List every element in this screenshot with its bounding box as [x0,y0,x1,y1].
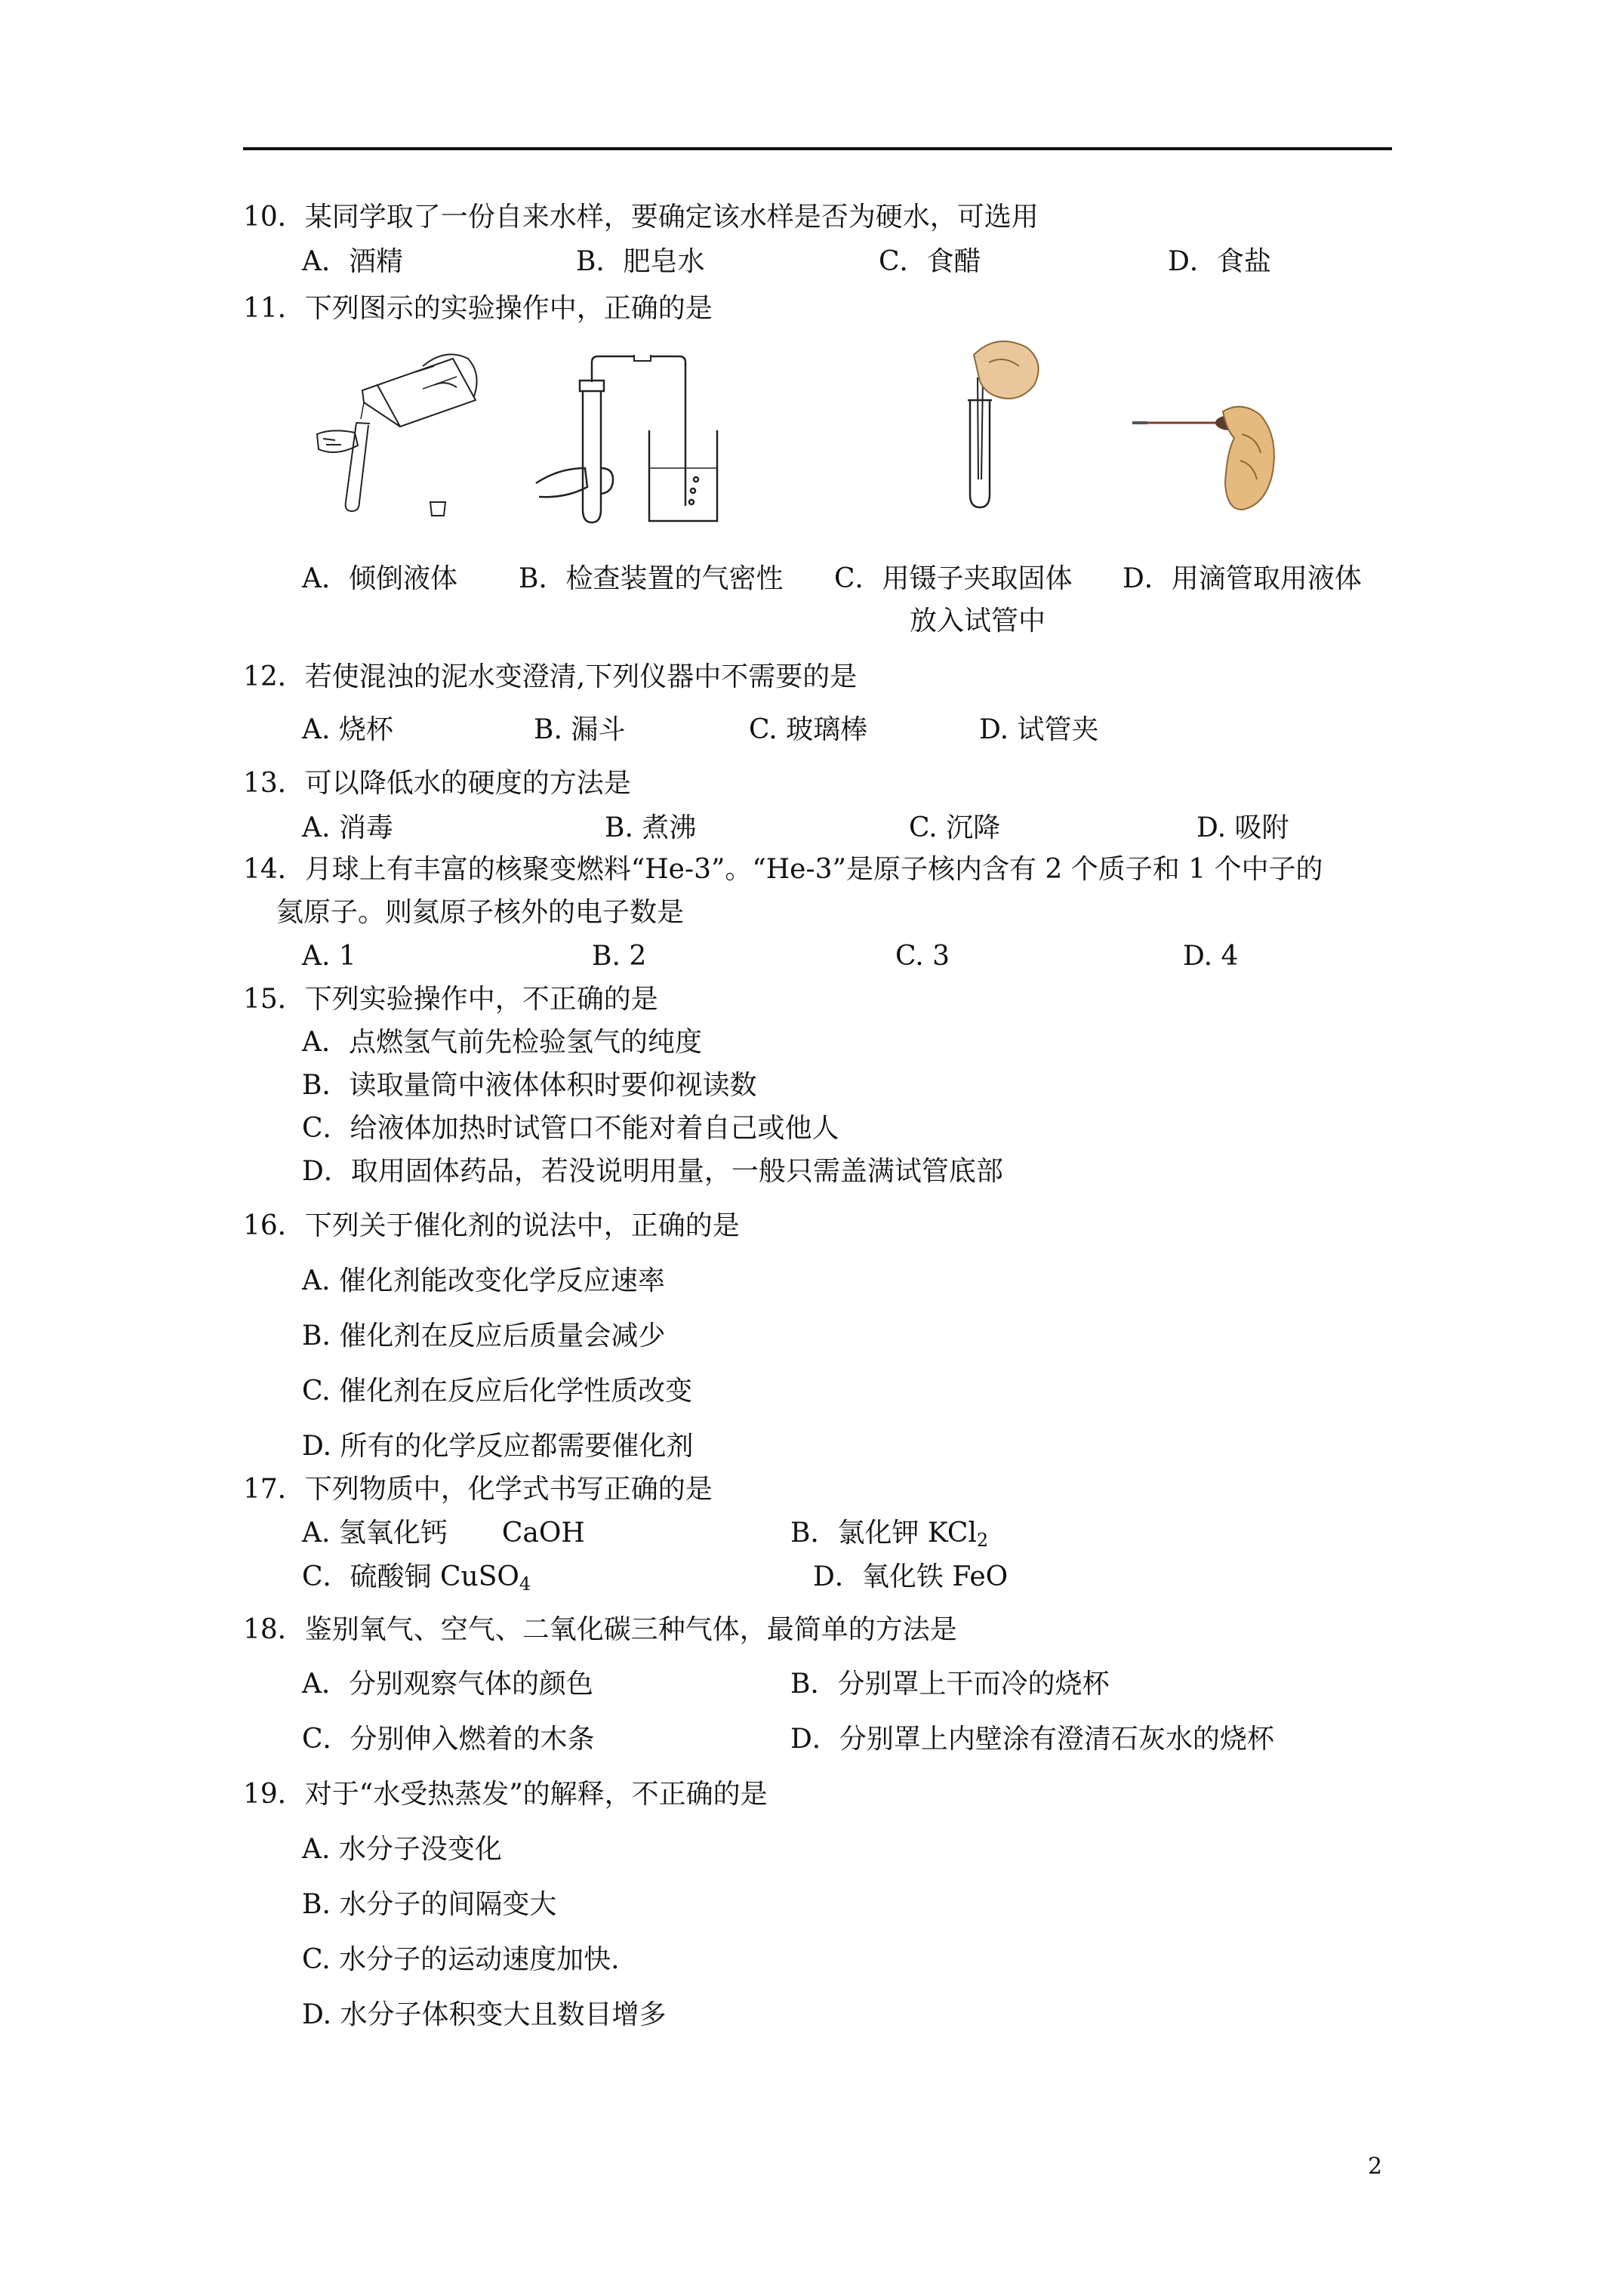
q12-option-b[interactable]: B. 漏斗 [534,714,626,745]
q11-option-c-line2: 放入试管中 [910,606,1046,636]
q11-option-b[interactable]: B．检查装置的气密性 [519,563,784,594]
q10-option-c[interactable]: C．食醋 [879,246,981,277]
q15-option-a[interactable]: A．点燃氢气前先检验氢气的纯度 [302,1027,702,1058]
q14-option-c[interactable]: C. 3 [895,941,950,972]
q13-option-c[interactable]: C. 沉降 [909,812,1001,843]
q15-option-d[interactable]: D．取用固体药品，若没说明用量，一般只需盖满试管底部 [302,1156,1003,1187]
q14-option-a[interactable]: A. 1 [302,941,356,972]
q18-option-d[interactable]: D．分别罩上内壁涂有澄清石灰水的烧杯 [790,1724,1274,1755]
figure-pour-liquid [302,344,483,525]
q14-option-d[interactable]: D. 4 [1183,941,1239,972]
page-number: 2 [1368,2153,1383,2180]
q17-option-d[interactable] [813,1561,1008,1594]
q16-option-b[interactable]: B. 催化剂在反应后质量会减少 [302,1321,666,1351]
q15-stem: 15．下列实验操作中，不正确的是 [243,984,658,1015]
q18-stem: 18．鉴别氧气、空气、二氧化碳三种气体，最简单的方法是 [243,1614,957,1645]
q15-option-c[interactable]: C．给液体加热时试管口不能对着自己或他人 [302,1113,839,1144]
q16-option-a[interactable]: A. 催化剂能改变化学反应速率 [302,1265,665,1296]
q16-stem: 16．下列关于催化剂的说法中，正确的是 [243,1210,740,1241]
q11-option-a[interactable]: A．倾倒液体 [302,563,457,594]
q10-stem: 10．某同学取了一份自来水样，要确定该水样是否为硬水，可选用 [243,202,1039,233]
q15-option-b[interactable]: B．读取量筒中液体体积时要仰视读数 [302,1070,757,1101]
q17-option-c-label: C．硫酸铜 [302,1561,432,1592]
q12-option-a[interactable]: A. 烧杯 [302,714,393,745]
q17-option-b-label: B．氯化钾 [790,1518,919,1549]
q13-option-b[interactable]: B. 煮沸 [605,812,697,843]
figure-dropper [1129,393,1295,513]
q12-option-c[interactable]: C. 玻璃棒 [749,714,868,745]
q10-option-d[interactable]: D．食盐 [1168,246,1271,277]
q17-stem: 17．下列物质中，化学式书写正确的是 [243,1474,713,1505]
q17-option-b-formula: KCl [927,1518,977,1549]
q17-option-b-subscript: 2 [976,1530,989,1551]
q17-option-a-formula: CaOH [501,1518,585,1549]
q17-option-d-formula: FeO [952,1561,1009,1592]
figure-tweezers [944,332,1057,513]
q17-option-b[interactable] [790,1517,988,1550]
q12-stem: 12．若使混浊的泥水变澄清,下列仪器中不需要的是 [243,661,858,692]
q19-option-a[interactable]: A. 水分子没变化 [302,1834,502,1865]
q16-option-d[interactable]: D. 所有的化学反应都需要催化剂 [302,1431,694,1462]
q13-option-a[interactable]: A. 消毒 [302,812,393,843]
q18-option-c[interactable]: C．分别伸入燃着的木条 [302,1724,595,1755]
q11-option-d[interactable]: D．用滴管取用液体 [1123,563,1362,594]
q10-option-b[interactable]: B．肥皂水 [576,246,705,277]
q19-option-c[interactable]: C. 水分子的运动速度加快. [302,1944,620,1975]
q18-option-b[interactable]: B．分别罩上干而冷的烧杯 [790,1669,1110,1700]
q11-option-c[interactable]: C．用镊子夹取固体 [834,563,1073,594]
q17-option-d-label: D．氧化铁 [813,1561,944,1592]
q12-option-d[interactable]: D. 试管夹 [979,714,1099,745]
q17-option-c-subscript: 4 [519,1573,531,1595]
q14-stem: 14．月球上有丰富的核聚变燃料“He-3”。“He-3”是原子核内含有 2 个质子和 1 个中子的 [243,854,1323,885]
q13-stem: 13．可以降低水的硬度的方法是 [243,768,631,799]
q19-option-d[interactable]: D. 水分子体积变大且数目增多 [302,1999,667,2030]
q13-option-d[interactable]: D. 吸附 [1196,812,1289,843]
q17-option-c-formula: CuSO [440,1561,519,1592]
q17-option-c[interactable] [302,1561,531,1594]
q19-option-b[interactable]: B. 水分子的间隔变大 [302,1889,557,1920]
figure-airtightness [528,355,725,529]
header-rule [243,147,1392,150]
q10-option-a[interactable]: A．酒精 [302,246,403,277]
q11-stem: 11．下列图示的实验操作中，正确的是 [243,293,713,324]
q16-option-c[interactable]: C. 催化剂在反应后化学性质改变 [302,1376,693,1407]
q14-stem-line2: 氦原子。则氦原子核外的电子数是 [276,897,685,928]
q19-stem: 19．对于“水受热蒸发”的解释，不正确的是 [243,1779,768,1810]
q17-option-a[interactable] [302,1517,585,1550]
q17-option-a-label: A. 氢氧化钙 [302,1518,448,1549]
q18-option-a[interactable]: A．分别观察气体的颜色 [302,1669,593,1700]
q14-option-b[interactable]: B. 2 [592,941,647,972]
